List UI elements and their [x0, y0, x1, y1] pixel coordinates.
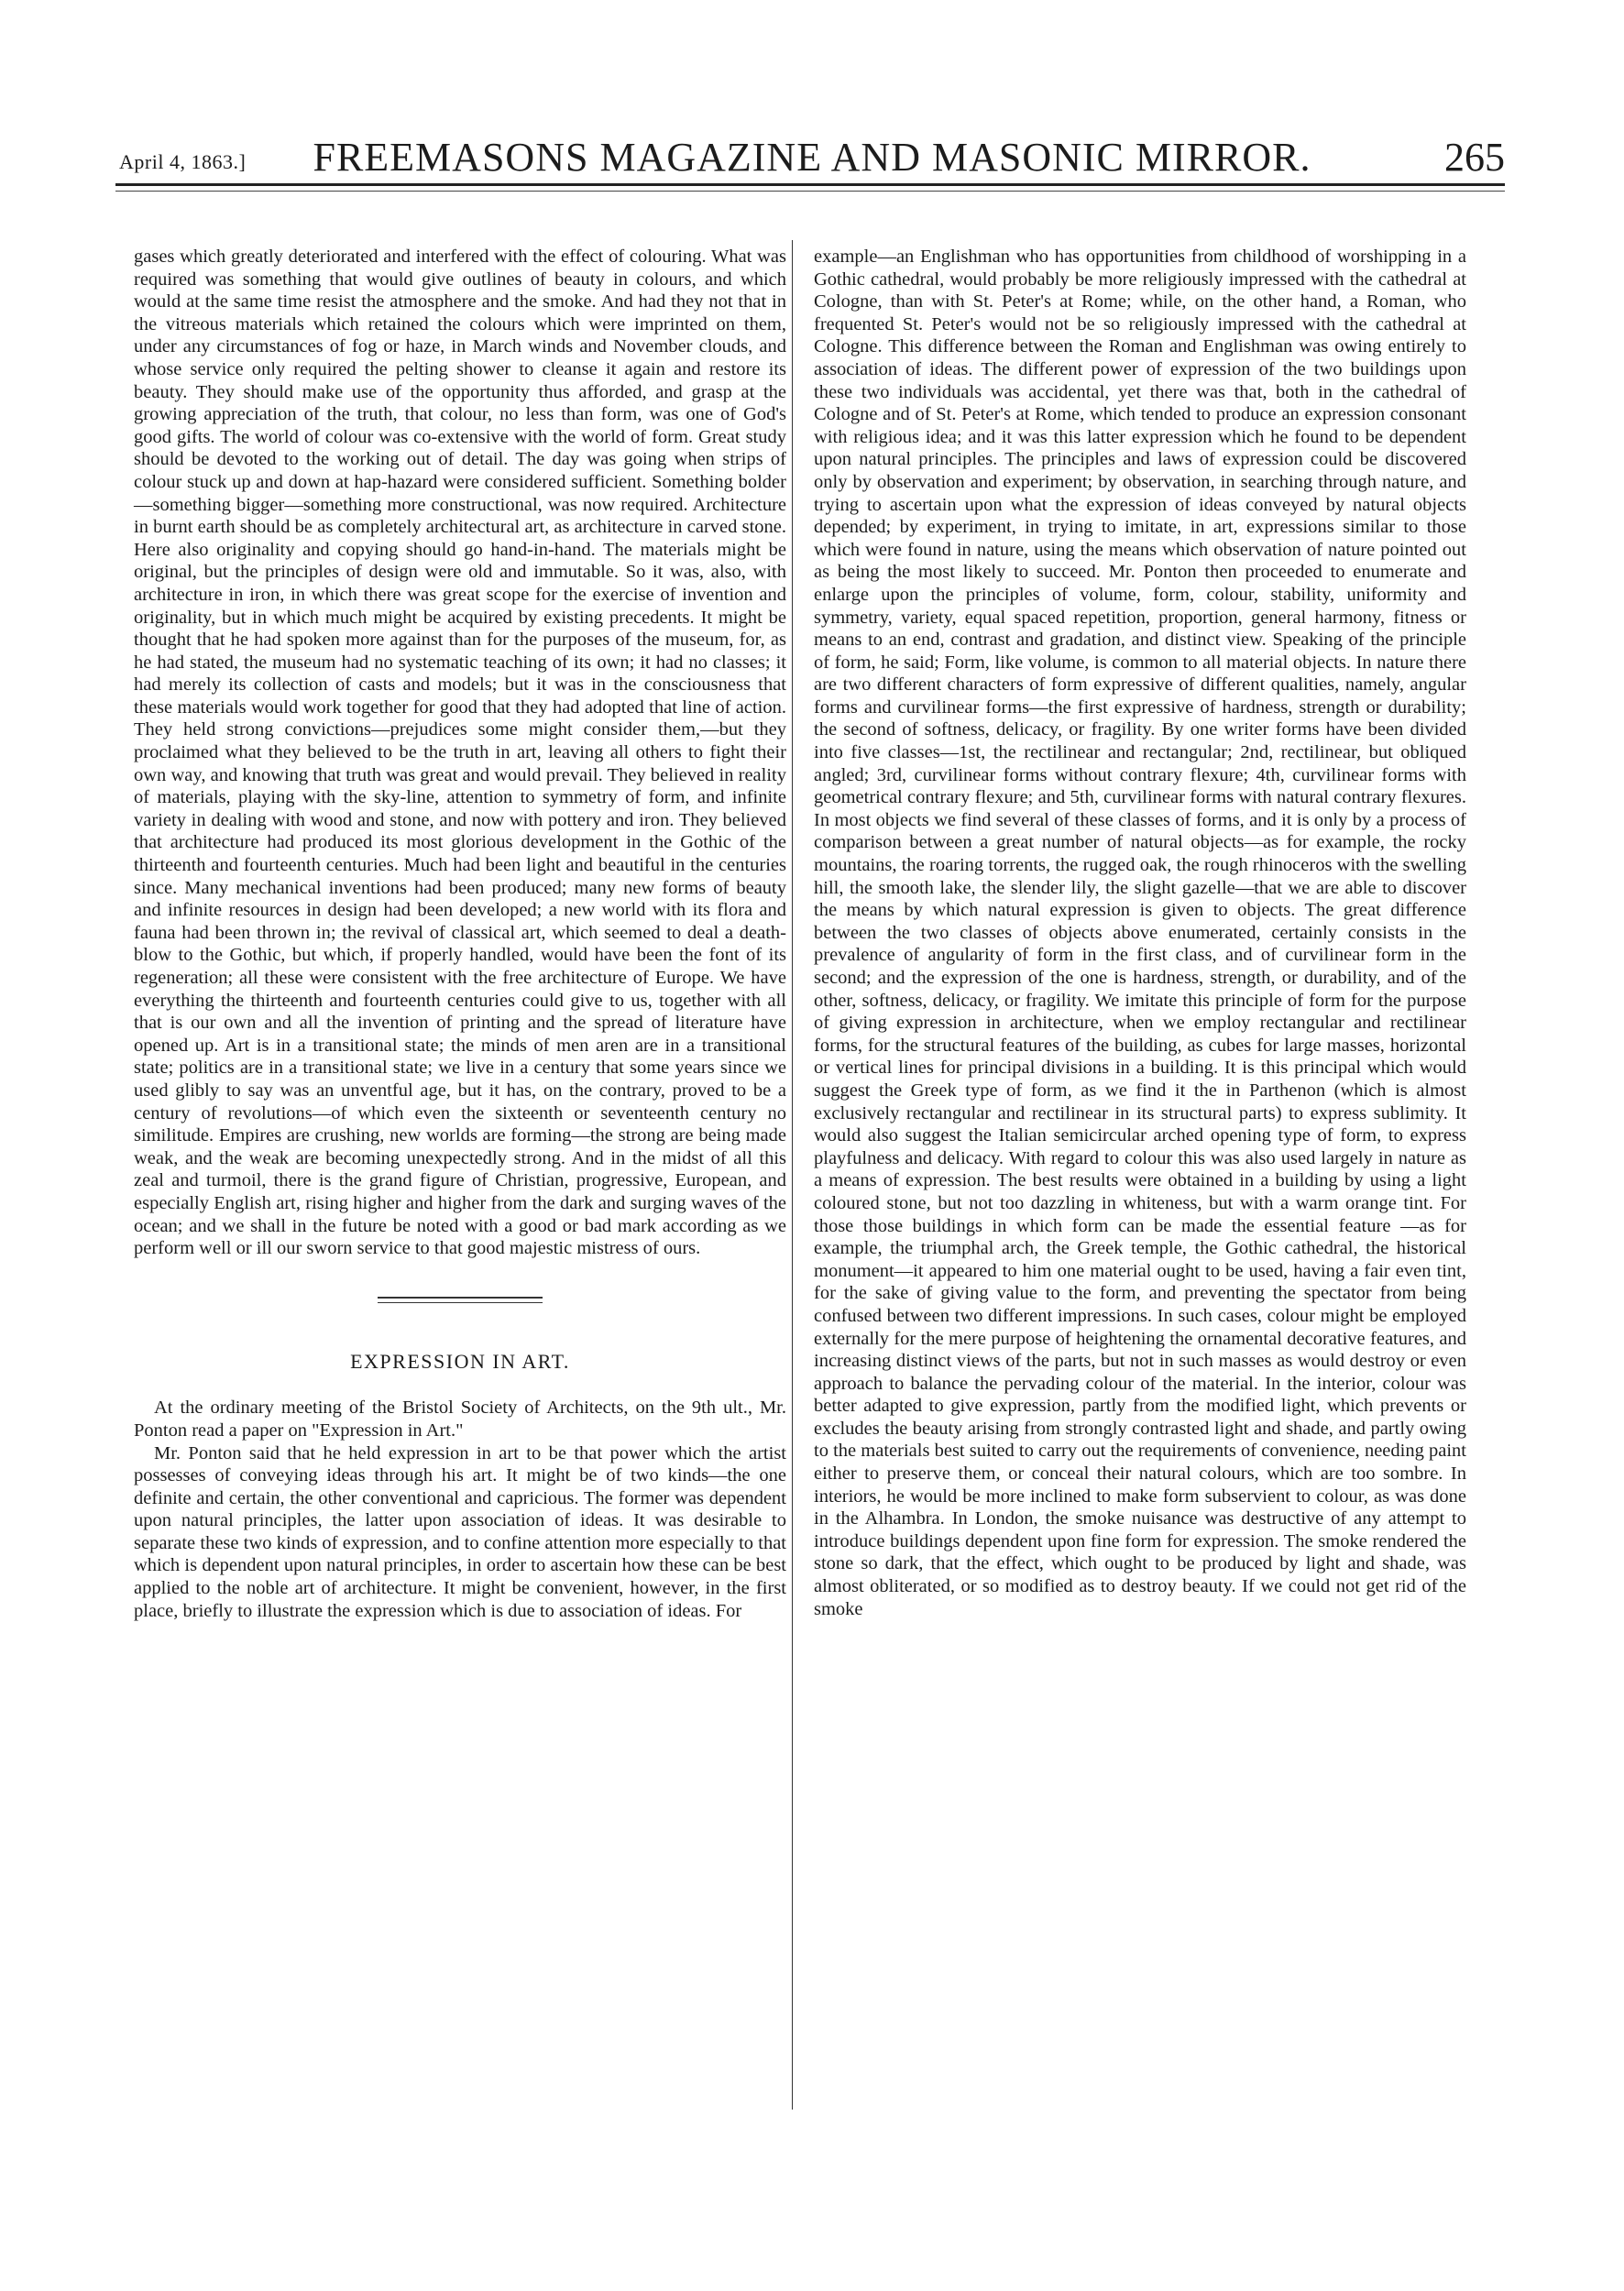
page-number: 265	[1444, 135, 1505, 180]
body-paragraph: Mr. Ponton said that he held expression in art to be that power which the artist possesses of conveying ideas through his art. It might be of two kinds—the one definite and certain, the other conventional and capricious. The former was dependent upon natural principles, the latter upon association of ideas. It was desirable to separate these two kinds of expression, and to confine attention more especially to that which is dependent upon natural principles, in order to ascertain how these can be best applied to the noble art of architecture. It might be convenient, however, in the first place, briefly to illustrate the expression which is due to association of ideas. For	[134, 1442, 786, 1621]
magazine-title: FREEMASONS MAGAZINE AND MASONIC MIRROR.	[313, 135, 1311, 180]
header-rule-thick	[115, 183, 1505, 186]
article-title: EXPRESSION IN ART.	[350, 1349, 570, 1373]
header-rule-thin	[115, 191, 1505, 192]
left-column	[134, 246, 786, 1622]
right-column	[814, 246, 1466, 1620]
section-separator-thin	[378, 1302, 543, 1303]
body-paragraph: gases which greatly deteriorated and interfered with the effect of colouring. What was required was something that would give outlines of beauty in colours, and which would at the same time resist the atmosphere and the smoke. And had they not that in the vitreous materials which retained the colours which were imprinted on them, under any circumstances of fog or haze, in March winds and November clouds, and whose service only required the pelting shower to cleanse it again and restore its beauty. They should make use of the opportunity thus afforded, and grasp at the growing appreciation of the truth, that colour, no less than form, was one of God's good gifts. The world of colour was co-extensive with the world of form. Great study should be devoted to the working out of detail. The day was going when strips of colour stuck up and down at hap-hazard were considered sufficient. Something bolder—something bigger—something more constructional, was now required. Architecture in burnt earth should be as completely architectural art, as architecture in carved stone. Here also originality and copying should go hand-in-hand. The materials might be original, but the principles of design were old and immutable. So it was, also, with architecture in iron, in which there was great scope for the exercise of invention and originality, but in which much might be acquired by existing precedents. It might be thought that he had spoken more against than for the purposes of the museum, for, as he had stated, the museum had no systematic teaching of its own; it had no classes; it had merely its collection of casts and models; but it was in the consciousness that these materials would work together for good that they had adopted that line of action. They held strong convictions—prejudices some might consider them,—but they proclaimed what they believed to be the truth in art, leaving all others to fight their own way, and knowing that truth was great and would prevail. They believed in reality of materials, playing with the sky-line, attention to symmetry of form, and infinite variety in dealing with wood and stone, and now with pottery and iron. They believed that architecture had produced its most glorious development in the Gothic of the thirteenth and fourteenth centuries. Much had been light and beautiful in the centuries since. Many mechanical inventions had been produced; many new forms of beauty and infinite resources in design had been developed; a new world with its flora and fauna had been thrown in; the revival of classical art, which seemed to deal a death-blow to the Gothic, but which, if properly handled, would have been the font of its regeneration; all these were consistent with the free architecture of Europe. We have everything the thirteenth and fourteenth centuries could give to us, together with all that is our own and all the invention of printing and the spread of literature have opened up. Art is in a transitional state; the minds of men aren are in a transitional state; politics are in a transitional state; we live in a century that some years since we used glibly to say was an unventful age, but it has, on the contrary, proved to be a century of revolutions—of which even the sixteenth or seventeenth century no similitude. Empires are crushing, new worlds are forming—the strong are being made weak, and the weak are becoming unexpectedly strong. And in the midst of all this zeal and turmoil, there is the grand figure of Christian, progressive, European, and especially English art, rising higher and higher from the dark and surging waves of the ocean; and we shall in the future be noted with a good or bad mark according as we perform well or ill our sworn service to that good majestic mistress of ours.	[134, 247, 786, 1259]
section-separator	[378, 1297, 543, 1299]
page-header	[119, 108, 1505, 180]
issue-date: April 4, 1863.]	[119, 150, 247, 173]
body-paragraph: example—an Englishman who has opportunities from childhood of worshipping in a Gothic cathedral, would probably be more religiously impressed with the cathedral at Cologne, than with St. Peter's at Rome; while, on the other hand, a Roman, who frequented St. Peter's would not be so religiously impressed with the cathedral at Cologne. This difference between the Roman and Englishman was owing entirely to association of ideas. The different power of expression of the two buildings upon these two individuals was accidental, yet there was that, both in the cathedral of Cologne and of St. Peter's at Rome, which tended to produce an expression consonant with religious idea; and it was this latter expression which he found to be dependent upon natural principles. The principles and laws of expression could be discovered only by observation and experiment; by observation, in searching through nature, and trying to ascertain upon what the expression of ideas conveyed by natural objects depended; by experiment, in trying to imitate, in art, expressions similar to those which were found in nature, using the means which observation of nature pointed out as being the most likely to succeed. Mr. Ponton then proceeded to enumerate and enlarge upon the principles of volume, form, colour, stability, uniformity and symmetry, variety, equal spaced repetition, proportion, general harmony, fitness or means to an end, contrast and gradation, and distinct view. Speaking of the principle of form, he said; Form, like volume, is common to all material objects. In nature there are two different characters of form expressive of different qualities, namely, angular forms and curvilinear forms—the first expressive of hardness, strength or durability; the second of softness, delicacy, or fragility. By one writer forms have been divided into five classes—1st, the rectilinear and rectangular; 2nd, rectilinear, but obliqued angled; 3rd, curvilinear forms without contrary flexure; 4th, curvilinear forms with geometrical contrary flexure; and 5th, curvilinear forms with natural contrary flexures. In most objects we find several of these classes of forms, and it is only by a process of comparison between a great number of natural objects—as for example, the rocky mountains, the roaring torrents, the rugged oak, the rough rhinoceros with the swelling hill, the smooth lake, the slender lily, the slight gazelle—that we are able to discover the means by which natural expression is given to objects. The great difference between the two classes of objects above enumerated, certainly consists in the prevalence of angularity of form in the first class, and of curvilinear form in the second; and the expression of the one is hardness, strength, or durability, and of the other, softness, delicacy, or fragility. We imitate this principle of form for the purpose of giving expression in architecture, when we employ rectangular and rectilinear forms, for the structural features of the building, as cubes for large masses, horizontal or vertical lines for principal divisions in a building. It is this principal which would suggest the Greek type of form, as we find it the in Parthenon (which is almost exclusively rectangular and rectilinear in its structural parts) to express sublimity. It would also suggest the Italian semicircular arched opening type of form, to express playfulness and delicacy. With regard to colour this was also used largely in nature as a means of expression. The best results were obtained in a building by using a light coloured stone, but not too dazzling in whiteness, but with a warm orange tint. For those those buildings in which form can be made the essential feature —as for example, the triumphal arch, the Greek temple, the Gothic cathedral, the historical monument—it appeared to him one material ought to be used, having a fair even tint, for the sake of giving value to the form, and preventing the spectator from being confused between two different impressions. In such cases, colour might be employed externally for the mere purpose of heightening the ornamental decorative features, and increasing distinct views of the parts, but not in such masses as would destroy or even approach to balance the pervading colour of the material. In the interior, colour was better adapted to give expression, partly from the modified light, which prevents or excludes the beauty arising from strongly contrasted light and shade, and partly owing to the materials best suited to carry out the requirements of convenience, needing paint either to preserve them, or conceal their natural colours, which are too sombre. In interiors, he would be more inclined to make form subservient to colour, as was done in the Alhambra. In London, the smoke nuisance was destructive of any attempt to introduce buildings dependent upon fine form for expression. The smoke rendered the stone so dark, that the effect, which ought to be produced by light and shade, was almost obliterated, or so modified as to destroy beauty. If we could not get rid of the smoke	[814, 247, 1466, 1619]
column-divider	[792, 240, 793, 2110]
body-paragraph: At the ordinary meeting of the Bristol Society of Architects, on the 9th ult., Mr. Ponton read a paper on "Expression in Art."	[134, 1398, 786, 1441]
